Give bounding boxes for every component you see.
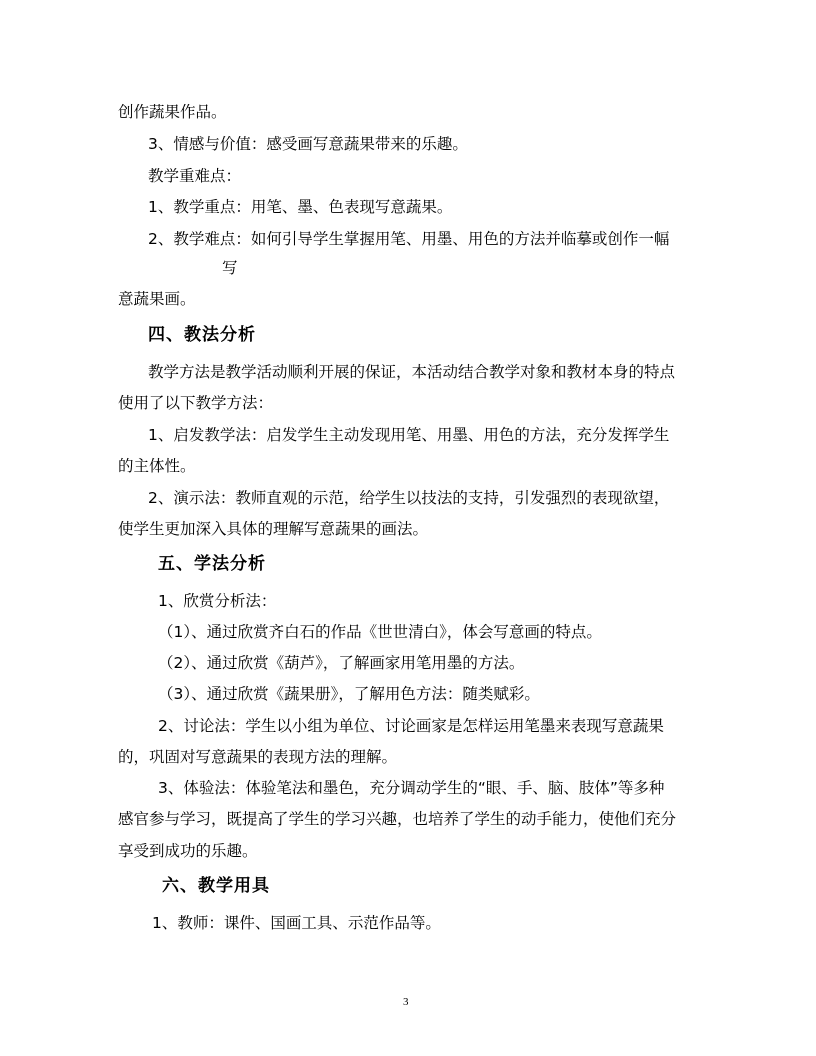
text-line: 2、教学难点：如何引导学生掌握用笔、用墨、用色的方法并临摹或创作一幅 <box>148 230 670 248</box>
text-line: 享受到成功的乐趣。 <box>118 842 258 860</box>
text-line: 创作蔬果作品。 <box>118 103 227 121</box>
section-heading: 四、教法分析 <box>148 325 256 345</box>
text-line: （1）、通过欣赏齐白石的作品《世世清白》，体会写意画的特点。 <box>158 623 602 641</box>
text-line: 教学方法是教学活动顺利开展的保证，本活动结合教学对象和教材本身的特点 <box>148 363 676 381</box>
text-line: 使用了以下教学方法： <box>118 394 274 412</box>
text-line: 3、情感与价值：感受画写意蔬果带来的乐趣。 <box>148 135 468 153</box>
text-line: 2、讨论法：学生以小组为单位、讨论画家是怎样运用笔墨来表现写意蔬果 <box>158 717 664 735</box>
page-number: 3 <box>403 996 409 1008</box>
text-line: 1、欣赏分析法： <box>158 592 277 610</box>
text-line: 使学生更加深入具体的理解写意蔬果的画法。 <box>118 520 429 538</box>
section-heading: 五、学法分析 <box>158 554 266 574</box>
text-line: 感官参与学习，既提高了学生的学习兴趣，也培养了学生的动手能力，使他们充分 <box>118 810 677 828</box>
text-line: 的，巩固对写意蔬果的表现方法的理解。 <box>118 748 398 766</box>
text-line: 3、体验法：体验笔法和墨色，充分调动学生的“眼、手、脑、肢体”等多种 <box>158 779 665 797</box>
text-line: 1、教学重点：用笔、墨、色表现写意蔬果。 <box>148 198 453 216</box>
text-line: 教学重难点： <box>148 167 242 185</box>
text-line: （2）、通过欣赏《葫芦》，了解画家用笔用墨的方法。 <box>158 654 525 672</box>
text-line: （3）、通过欣赏《蔬果册》，了解用色方法：随类赋彩。 <box>158 685 540 703</box>
text-line: 意蔬果画。 <box>118 290 196 308</box>
text-line: 2、演示法：教师直观的示范，给学生以技法的支持，引发强烈的表现欲望， <box>148 489 670 507</box>
text-line: 1、启发教学法：启发学生主动发现用笔、用墨、用色的方法，充分发挥学生 <box>148 426 670 444</box>
text-line: 1、教师：课件、国画工具、示范作品等。 <box>152 914 441 932</box>
text-line: 的主体性。 <box>118 457 196 475</box>
section-heading: 六、教学用具 <box>162 876 270 896</box>
text-line: 写 <box>222 259 238 277</box>
